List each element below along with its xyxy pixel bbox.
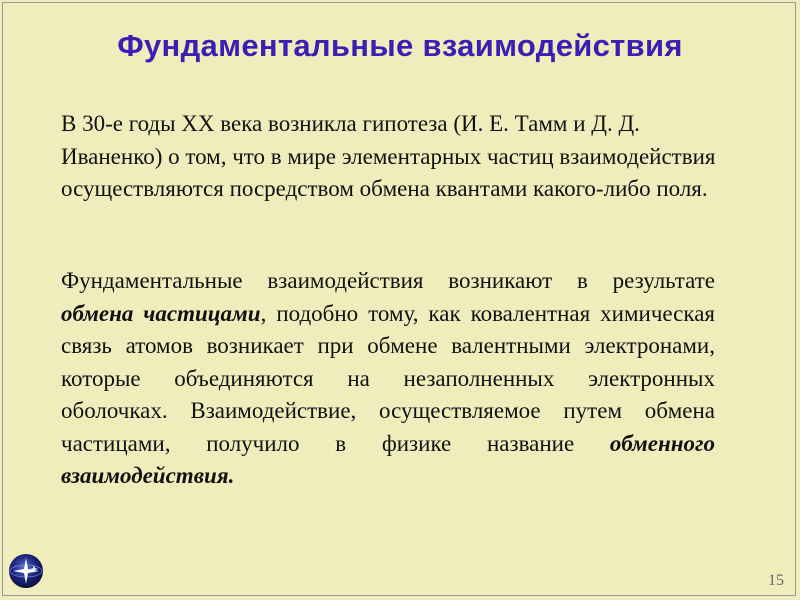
- emphasis-exchange-interaction: обменного взаимодействия.: [61, 430, 715, 488]
- page-number: 15: [768, 572, 784, 589]
- paragraph-text: Фундаментальные взаимодействия возникают в результате: [61, 268, 715, 293]
- slide-title: Фундаментальные взаимодействия: [117, 28, 683, 63]
- paragraph-hypothesis: В 30-е годы XX века возникла гипотеза (И. Е. Тамм и Д. Д. Иваненко) о том, что в мире элементарных частиц взаимодействия осуществляются посредством обмена квантами какого-либо поля.: [61, 111, 716, 201]
- star-globe-logo-icon: [8, 553, 44, 589]
- emphasis-particle-exchange: обмена частицами: [61, 300, 261, 326]
- paragraph-exchange: [61, 265, 715, 493]
- paragraph-text: , подобно тому, как ковалентная химическая связь атомов возникает при обмене валентными электронами, которые объединяются на незаполненных электронных оболочках. Взаимодействие, осуществляемое путем обмена частицами, получило в физике название: [61, 300, 716, 456]
